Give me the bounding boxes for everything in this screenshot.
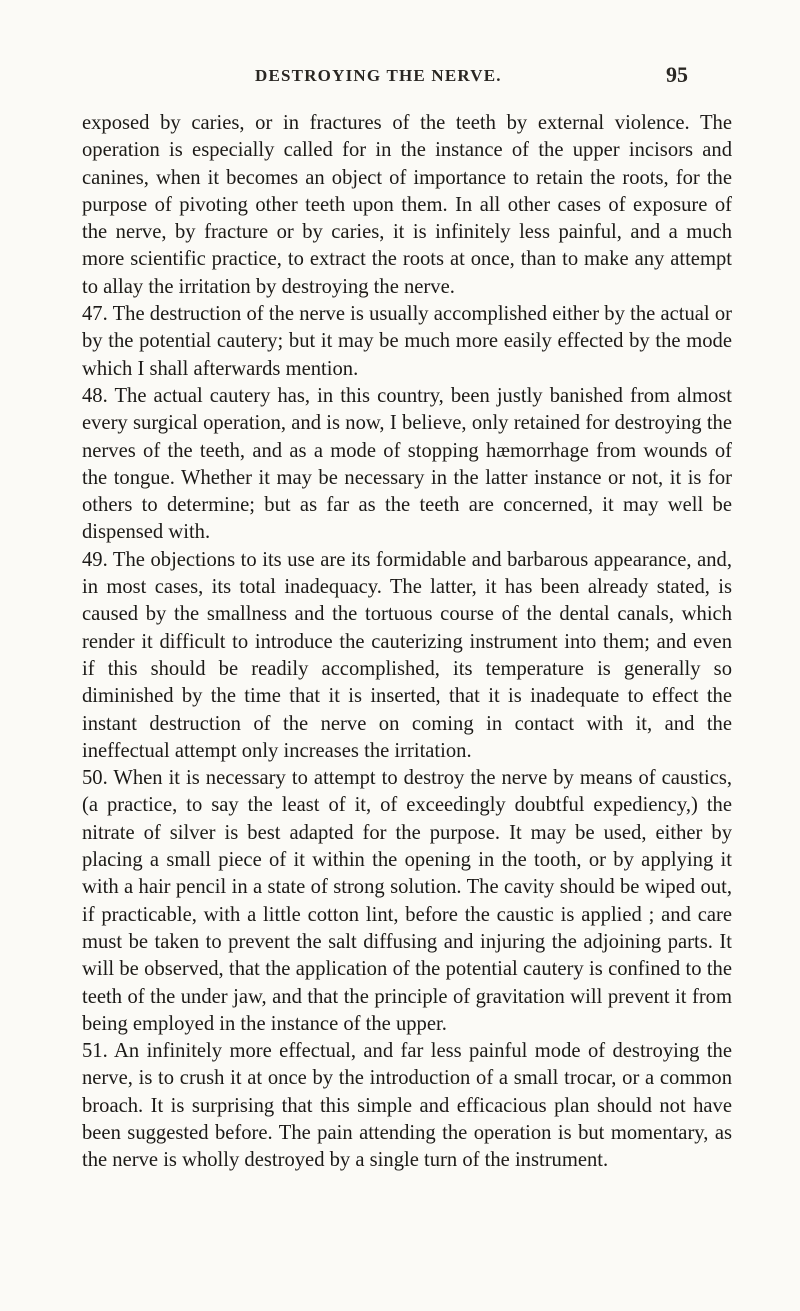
running-head: DESTROYING THE NERVE. [255, 66, 502, 85]
paragraph-49: 49. The objections to its use are its formidable and barbarous appearance, and, in most cases, its total inadequacy. The latter, it has been already stated, is caused by the smallness and the tortuous course of the dental canals, which render it difficult to introduce the cauterizing instrument into them; and even if this should be readily accomplished, its temperature is generally so diminished by the time that it is inserted, that it is inadequate to effect the instant destruction of the nerve on coming in contact with it, and the ineffectual attempt only increases the irritation. [82, 548, 732, 762]
page-header [0, 62, 800, 92]
page-number: 95 [666, 62, 688, 87]
paragraph-51: 51. An infinitely more effectual, and far less painful mode of destroying the nerve, is to crush it at once by the introduction of a small trocar, or a common broach. It is surprising that this simple and efficacious plan should not have been suggested before. The pain attending the operation is but momentary, as the nerve is wholly destroyed by a single turn of the instrument. [82, 1040, 732, 1172]
paragraph-50: 50. When it is necessary to attempt to destroy the nerve by means of caustics, (a practice, to say the least of it, of exceedingly doubtful expediency,) the nitrate of silver is best adapted for the purpose. It may be used, either by placing a small piece of it within the opening in the tooth, or by applying it with a hair pencil in a state of strong solution. The cavity should be wiped out, if practicable, with a little cotton lint, before the caustic is applied ; and care must be taken to prevent the salt diffusing and injuring the adjoining parts. It will be observed, that the application of the potential cautery is confined to the teeth of the under jaw, and that the principle of gravitation will prevent it from being employed in the instance of the upper. [82, 767, 732, 1035]
body-text [82, 110, 732, 1175]
paragraph-47: 47. The destruction of the nerve is usually accomplished either by the actual or by the potential cautery; but it may be much more easily effected by the mode which I shall afterwards mention. [82, 303, 732, 380]
paragraph-continuation: exposed by caries, or in fractures of the teeth by external violence. The operation is especially called for in the instance of the upper incisors and canines, when it becomes an object of importance to retain the roots, for the purpose of pivoting other teeth upon them. In all other cases of exposure of the nerve, by fracture or by caries, it is infinitely less painful, and a much more scientific practice, to extract the roots at once, than to make any attempt to allay the irritation by destroying the nerve. [82, 112, 732, 298]
paragraph-48: 48. The actual cautery has, in this country, been justly banished from almost every surgical operation, and is now, I believe, only retained for destroying the nerves of the teeth, and as a mode of stopping hæmorrhage from wounds of the tongue. Whether it may be necessary in the latter instance or not, it is for others to determine; but as far as the teeth are concerned, it may well be dispensed with. [82, 384, 732, 544]
